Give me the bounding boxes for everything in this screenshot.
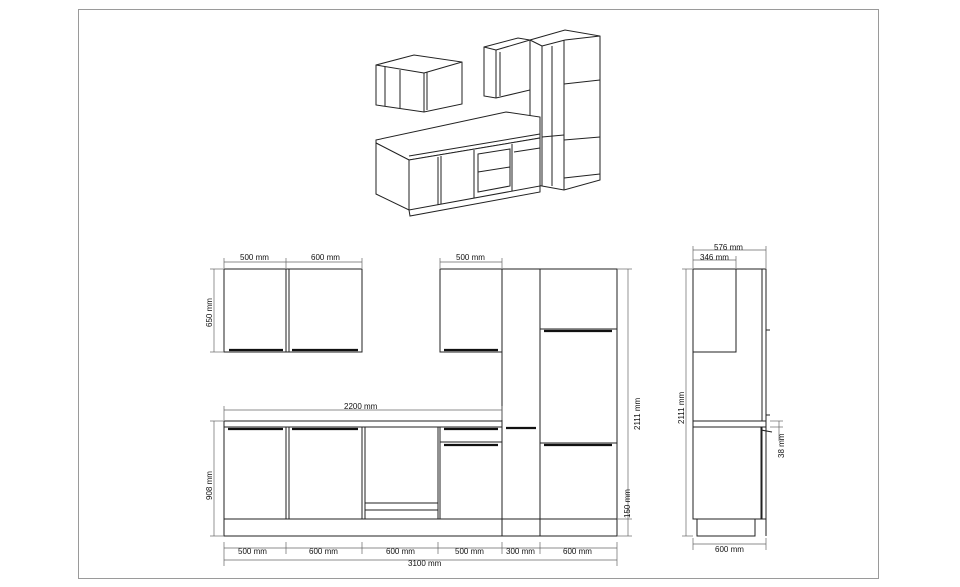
dim-side-worktop: 38 mm — [777, 433, 786, 458]
dim-side-depth-upper: 346 mm — [700, 253, 729, 262]
dim-bottom-width-1: 500 mm — [238, 547, 267, 556]
dim-upper-right-width: 500 mm — [456, 253, 485, 262]
dim-bottom-width-5: 300 mm — [506, 547, 535, 556]
front-worktop — [224, 421, 502, 427]
dim-bottom-width-6: 600 mm — [563, 547, 592, 556]
iso-upper-cabinet-left — [376, 55, 462, 112]
dim-bottom-width-4: 500 mm — [455, 547, 484, 556]
dim-upper-height: 650 mm — [205, 298, 214, 327]
isometric-view — [376, 30, 600, 216]
side-view — [693, 269, 772, 536]
side-upper-cabinet — [693, 269, 736, 352]
dim-bottom-width-2: 600 mm — [309, 547, 338, 556]
front-upper-cabinet-right — [440, 269, 502, 352]
dim-upper-width-2: 600 mm — [311, 253, 340, 262]
dim-plinth-height: 150 mm — [623, 489, 632, 518]
front-view — [224, 269, 617, 536]
side-plinth — [697, 519, 755, 536]
side-base-cabinet — [693, 427, 761, 519]
dim-tall-height: 2111 mm — [633, 397, 642, 430]
dim-upper-width-1: 500 mm — [240, 253, 269, 262]
dim-base-height: 908 mm — [205, 471, 214, 500]
front-upper-cabinets — [224, 269, 362, 352]
front-plinth — [224, 519, 617, 536]
dim-side-depth-total: 576 mm — [714, 243, 743, 252]
dim-side-base-depth: 600 mm — [715, 545, 744, 554]
dim-counter-width: 2200 mm — [344, 402, 378, 411]
front-tall-fridge-unit — [540, 269, 617, 519]
side-worktop — [693, 421, 766, 427]
dim-bottom-width-3: 600 mm — [386, 547, 415, 556]
dim-side-height: 2111 mm — [677, 391, 686, 424]
front-tall-narrow-unit — [502, 269, 540, 519]
front-base-cabinets — [224, 427, 502, 519]
dim-total-width: 3100 mm — [408, 559, 442, 568]
